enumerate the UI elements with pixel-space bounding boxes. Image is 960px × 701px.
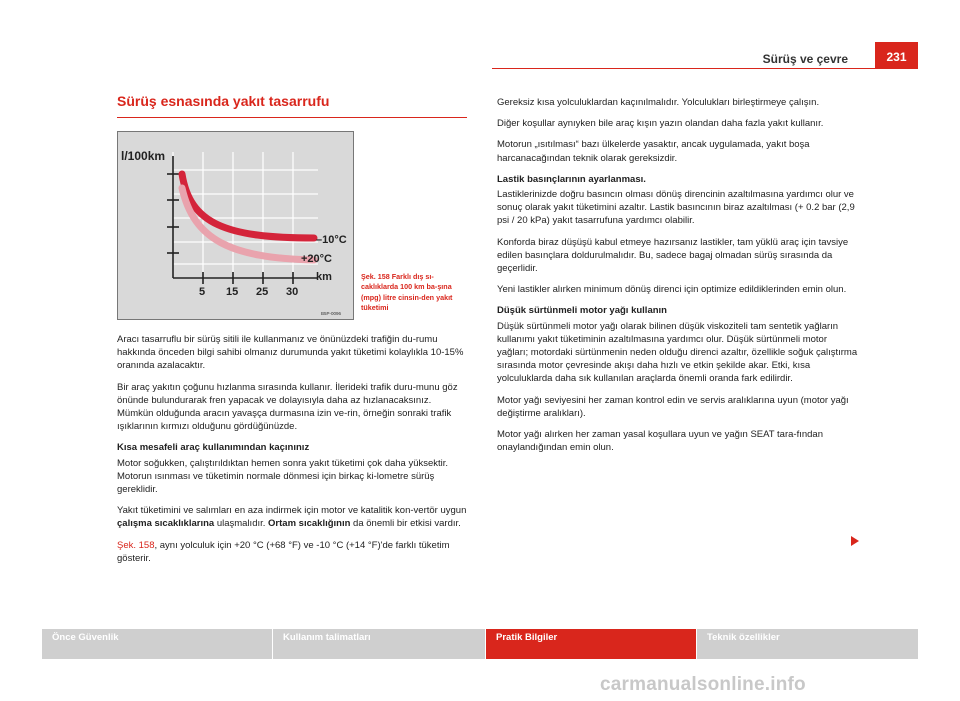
- figure-code: B5P-0096: [321, 311, 342, 316]
- paragraph: Lastiklerinizde doğru basıncın olması dönüş direncinin azaltılmasına yardımcı olur ve sonuç olarak yakıt tüketimini azaltır. Lastik basıncının biraz azaltılması (+ 0.2 bar (2,9 psi / 20 kPa) yakıt tasarrufuna yardımcı olabilir.: [497, 189, 855, 227]
- cold-curve-label: –10°C: [316, 234, 347, 246]
- x-tick-label: 5: [199, 286, 206, 298]
- warm-curve: [182, 188, 314, 260]
- y-axis-unit: l/100km: [121, 149, 166, 163]
- x-axis-unit: km: [316, 271, 332, 283]
- consumption-diagram: [118, 132, 353, 319]
- bold-term: Ortam sıcaklığının: [268, 518, 351, 530]
- continue-arrow-icon[interactable]: [851, 536, 859, 546]
- subheading: Düşük sürtünmeli motor yağı kullanın: [497, 305, 667, 317]
- consumption-figure: [117, 131, 354, 320]
- tab-operating-instructions[interactable]: Kullanım talimatları: [273, 629, 485, 659]
- figure-caption: Şek. 158 Farklı dış sı-caklıklarda 100 km ba-şına (mpg) litre cinsin-den yakıt tüketimi: [361, 272, 453, 313]
- figure-link[interactable]: Şek. 158: [117, 539, 155, 551]
- right-column: [497, 96, 859, 462]
- bold-term: çalışma sıcaklıklarına: [117, 518, 215, 530]
- footer-nav: [42, 629, 918, 659]
- header-rule: [492, 68, 918, 69]
- tab-practical-info[interactable]: Pratik Bilgiler: [486, 629, 696, 659]
- text-run: Yakıt tüketimini ve salımları en aza indirmek için motor ve katalitik kon-vertör uygun: [117, 505, 467, 517]
- paragraph: Yeni lastikler alırken minimum dönüş direnci için optimize edildiklerinden emin olun.: [497, 284, 847, 296]
- section-rule: [117, 117, 467, 118]
- tab-technical-specs[interactable]: Teknik özellikler: [697, 629, 918, 659]
- x-tick-label: 25: [256, 286, 269, 298]
- x-tick-label: 30: [286, 286, 299, 298]
- text-run: ulaşmalıdır.: [214, 518, 269, 530]
- running-header: Sürüş ve çevre: [762, 52, 848, 66]
- paragraph: Motorun „ısıtılması“ bazı ülkelerde yasaktır, ancak uygulamada, yakıt boşa harcanacağından teknik olarak gereksizdir.: [497, 139, 810, 164]
- page-number: 231: [875, 42, 918, 68]
- text-run: , aynı yolculuk için +20 °C (+68 °F) ve -10 °C (+14 °F)'de farklı tüketim gösterir.: [117, 539, 450, 564]
- paragraph: Aracı tasarruflu bir sürüş sitili ile kullanmanız ve önünüzdeki trafiğin du-rumu hakkında önceden bilgi sahibi olmanız durumunda yakıt tüketimi kolaylıkla 10-15% oranında azalacaktır.: [117, 334, 464, 372]
- paragraph: Diğer koşullar aynıyken bile araç kışın yazın olandan daha fazla yakıt kullanır.: [497, 118, 824, 130]
- paragraph: Motor yağı seviyesini her zaman kontrol edin ve servis aralıklarına uyun (motor yağı değiştirme aralıkları).: [497, 394, 849, 419]
- paragraph: Konforda biraz düşüşü kabul etmeye hazırsanız lastikler, tam yüklü araç için tavsiye edilen basınçlara doldurulmalıdır. Bu, sadece bagaj olmadan sürüş sırasında da geçerlidir.: [497, 236, 849, 275]
- paragraph: Motor yağı alırken her zaman yasal koşullara uyun ve yağın SEAT tara-fından onaylandığından emin olun.: [497, 429, 823, 454]
- watermark: carmanualsonline.info: [600, 674, 806, 695]
- paragraph: [117, 504, 469, 530]
- text-run: da önemli bir etkisi vardır.: [350, 518, 461, 530]
- left-column: [117, 333, 469, 573]
- tab-safety-first[interactable]: Önce Güvenlik: [42, 629, 272, 659]
- paragraph: Motor soğukken, çalıştırıldıktan hemen sonra yakıt tüketimi çok daha yüksektir. Motorun ısınması ve tüketimin normale dönmesi için birkaç ki-lometre sürüş gereklidir.: [117, 457, 449, 496]
- axes: [167, 156, 318, 284]
- subheading: Lastik basınçlarının ayarlanması.: [497, 173, 646, 185]
- section-title: Sürüş esnasında yakıt tasarrufu: [117, 93, 330, 109]
- paragraph: Gereksiz kısa yolculuklardan kaçınılmalıdır. Yolculukları birleştirmeye çalışın.: [497, 97, 820, 108]
- warm-curve-label: +20°C: [301, 253, 333, 265]
- x-tick-label: 15: [226, 286, 239, 298]
- paragraph: [117, 539, 469, 565]
- paragraph: Bir araç yakıtın çoğunu hızlanma sırasında kullanır. İlerideki trafik duru-munu göz önünde bulundurarak fren yapacak ve dolayısıyla daha az hızlanacaksınız. Mümkün olduğunda aracın yavaşça durmasına izin ve-rin, örneğin sonraki trafik ışıklarının kırmızı olduğunu gördüğünüzde.: [117, 381, 458, 433]
- subheading: Kısa mesafeli araç kullanımından kaçınınız: [117, 442, 310, 454]
- paragraph: Düşük sürtünmeli motor yağı olarak bilinen düşük viskoziteli tam sentetik yağların kullanımı yakıt tüketiminin azaltılmasına yardımcı olur. Düşük sürtünmeli motor yağları; motordaki sürtünmenin neden olduğu direnci azaltır, özellikle soğuk çalıştırma sırasında motor çevresinde akışı daha hızlı ve etkin şekilde akar. Etki, kısa yolculuklarda daha sık kullanılan araçlarda önemli oranda fark edilirdir.: [497, 320, 858, 385]
